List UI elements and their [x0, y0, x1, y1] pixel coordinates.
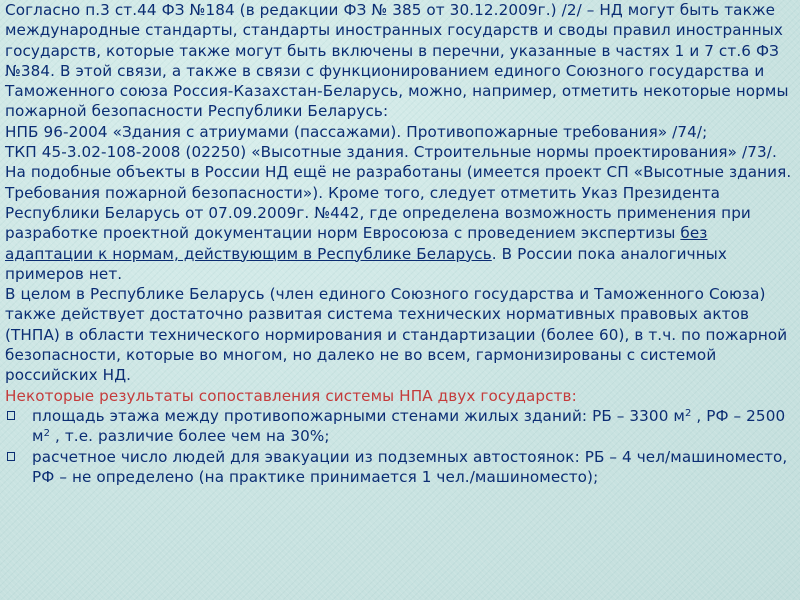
- russia-paragraph-text-end: . В России пока аналогичных примеров нет.: [5, 244, 727, 283]
- square-bullet-icon: [6, 406, 20, 426]
- slide-text-body: [5, 0, 793, 600]
- bullet-floor-area-text-1: площадь этажа между противопожарными стенами жилых зданий: РБ – 3300 м: [32, 406, 685, 425]
- square-bullet-icon: [6, 447, 20, 467]
- bullet-floor-area-text-3: , т.е. различие более чем на 30%;: [50, 427, 330, 446]
- superscript-squared: 2: [684, 407, 692, 419]
- bullet-evacuation: [5, 447, 793, 488]
- norm-tkp-45-3-02-108-2008: ТКП 45-3.02-108-2008 (02250) «Высотные здания. Строительные нормы проектирования» /73/.: [5, 143, 777, 162]
- bullet-floor-area-text-2: , РФ – 2500 м: [32, 406, 786, 446]
- comparison-heading: Некоторые результаты сопоставления системы НПА двух государств:: [5, 386, 577, 405]
- russia-comparison-paragraph: [5, 162, 793, 284]
- belarus-system-paragraph: В целом в Республике Беларусь (член единого Союзного государства и Таможенного Союза) также действует достаточно развитая система технических нормативных правовых актов (ТНПА) в области технического нормирования и стандартизации (более 60), в т.ч. по пожарной безопасности, которые во многом, но далеко не во всем, гармонизированы с системой российских НД.: [5, 285, 788, 385]
- intro-paragraph: Согласно п.3 ст.44 ФЗ №184 (в редакции ФЗ № 385 от 30.12.2009г.) /2/ – НД могут быть также международные стандарты, стандарты иностранных государств и своды правил иностранных государств, которые также могут быть включены в перечни, указанные в частях 1 и 7 ст.6 ФЗ №384. В этой связи, а также в связи с функционированием единого Союзного государства и Таможенного союза Россия-Казахстан-Беларусь, можно, например, отметить некоторые нормы пожарной безопасности Республики Беларусь:: [5, 1, 789, 121]
- without-adaptation-link[interactable]: без адаптации к нормам, действующим в Республике Беларусь: [5, 224, 708, 263]
- bullet-evacuation-text: расчетное число людей для эвакуации из подземных автостоянок: РБ – 4 чел/машиноместо, РФ – не определено (на практике принимается 1 чел./машиноместо);: [32, 447, 788, 486]
- bullet-floor-area: [5, 406, 793, 447]
- superscript-squared: 2: [43, 428, 51, 440]
- russia-paragraph-text-start: На подобные объекты в России НД ещё не разработаны (имеется проект СП «Высотные здания. Требования пожарной безопасности»). Кроме того, следует отметить Указ Президента Республики Беларусь от 07.09.2009г. №442, где определена возможность применения при разработке проектной документации норм Евросоюза с проведением экспертизы: [5, 163, 792, 243]
- norm-npb-96-2004: НПБ 96-2004 «Здания с атриумами (пассажами). Противопожарные требования» /74/;: [5, 122, 708, 141]
